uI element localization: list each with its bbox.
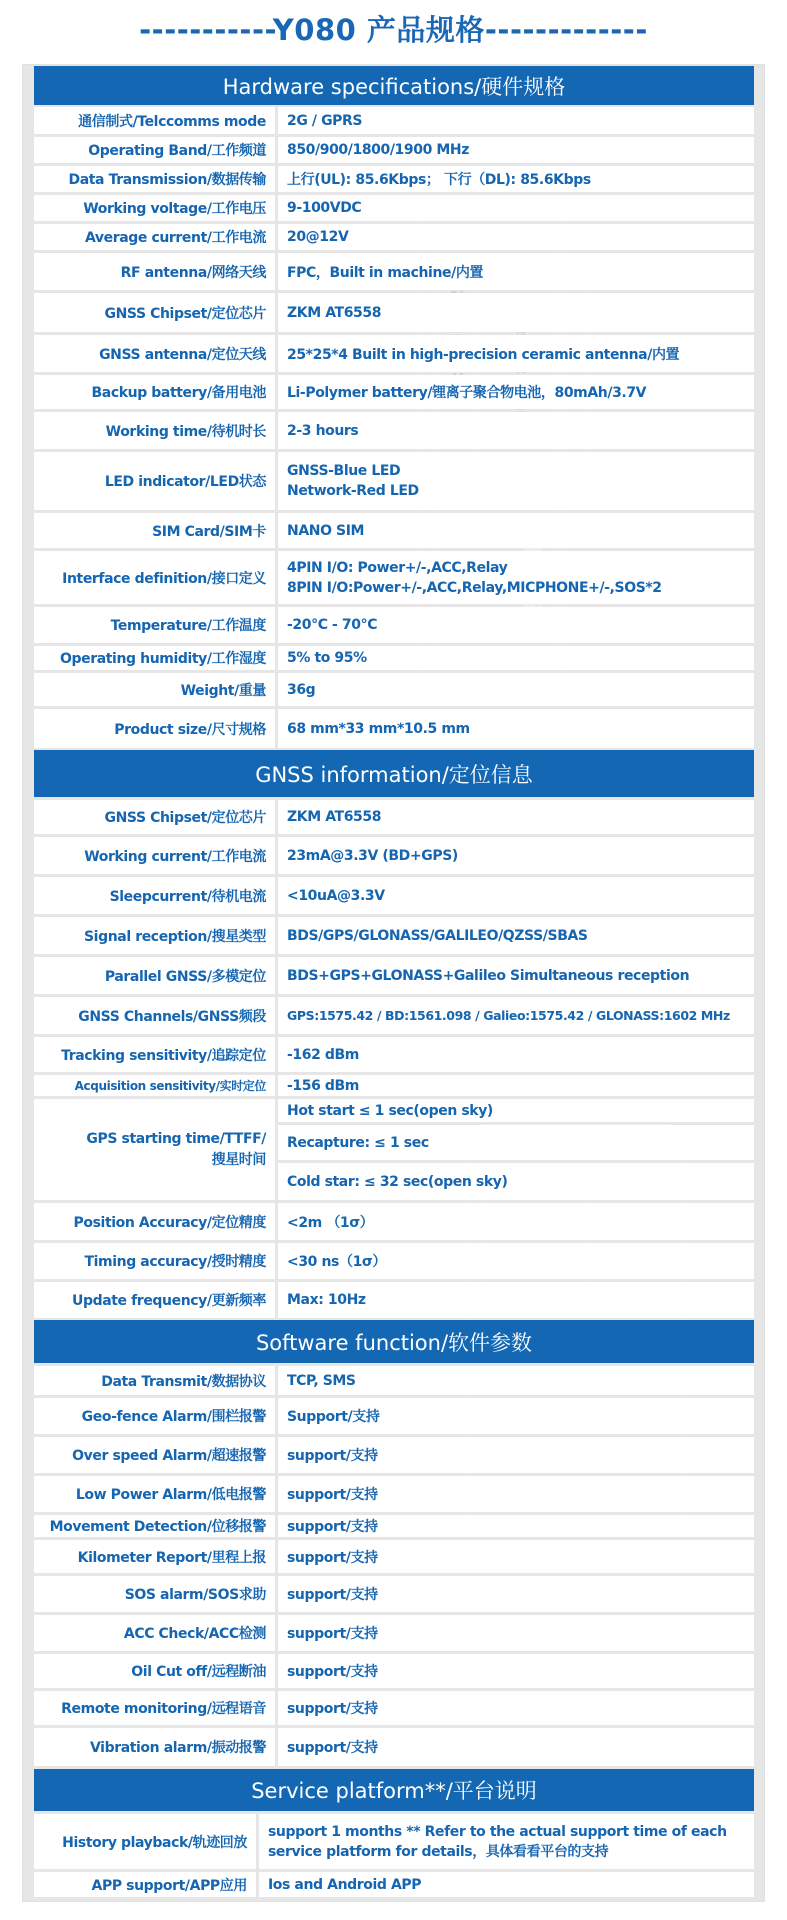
table-row xyxy=(34,513,754,548)
table-row xyxy=(34,293,754,332)
spec-label: Timing accuracy/授时精度 xyxy=(34,1243,275,1279)
spec-label: Vibration alarm/振动报警 xyxy=(34,1728,275,1766)
table-row xyxy=(34,412,754,449)
spec-value: NANO SIM xyxy=(278,513,754,548)
section-header-service: Service platform**/平台说明 xyxy=(34,1769,754,1811)
spec-value: 36g xyxy=(278,673,754,706)
spec-label: LED indicator/LED状态 xyxy=(34,452,275,510)
spec-label: Over speed Alarm/超速报警 xyxy=(34,1437,275,1473)
spec-value: <10uA@3.3V xyxy=(278,877,754,914)
spec-value xyxy=(259,1814,754,1869)
spec-value: -156 dBm xyxy=(278,1075,754,1096)
table-row xyxy=(34,957,754,994)
spec-value: support/支持 xyxy=(278,1691,754,1725)
table-row xyxy=(34,1037,754,1072)
spec-value: <2m （1σ） xyxy=(278,1203,754,1240)
spec-label: RF antenna/网络天线 xyxy=(34,253,275,290)
spec-value: 25*25*4 Built in high-precision ceramic antenna/内置 xyxy=(278,335,754,372)
table-row xyxy=(34,1203,754,1240)
spec-value: support/支持 xyxy=(278,1728,754,1766)
spec-value: <30 ns（1σ） xyxy=(278,1243,754,1279)
spec-label: GNSS Chipset/定位芯片 xyxy=(34,293,275,332)
spec-label: Low Power Alarm/低电报警 xyxy=(34,1476,275,1512)
spec-label: Geo-fence Alarm/围栏报警 xyxy=(34,1398,275,1434)
spec-label: Operating humidity/工作湿度 xyxy=(34,646,275,670)
spec-value: ZKM AT6558 xyxy=(278,293,754,332)
spec-value: -20°C - 70°C xyxy=(278,607,754,643)
table-row xyxy=(34,375,754,409)
table-row xyxy=(34,607,754,643)
spec-label: Parallel GNSS/多模定位 xyxy=(34,957,275,994)
table-row xyxy=(34,1476,754,1512)
spec-value-line: service platform for details，具体看看平台的支持 xyxy=(268,1843,609,1860)
spec-label-line: GPS starting time/TTFF/ xyxy=(86,1130,266,1147)
spec-value: support/支持 xyxy=(278,1437,754,1473)
spec-label: SOS alarm/SOS求助 xyxy=(34,1576,275,1612)
spec-label: Working current/工作电流 xyxy=(34,837,275,874)
spec-label: Acquisition sensitivity/实时定位 xyxy=(34,1075,275,1096)
spec-value: 2G / GPRS xyxy=(278,107,754,134)
spec-value: support/支持 xyxy=(278,1576,754,1612)
spec-label: Update frequency/更新频率 xyxy=(34,1282,275,1318)
table-row xyxy=(34,107,754,134)
table-row xyxy=(34,1366,754,1395)
table-row xyxy=(34,1728,754,1766)
table-row xyxy=(34,997,754,1034)
spec-label: Operating Band/工作频道 xyxy=(34,137,275,163)
table-row xyxy=(34,1243,754,1279)
spec-value: ZKM AT6558 xyxy=(278,800,754,834)
spec-label xyxy=(34,1099,275,1200)
spec-label: Position Accuracy/定位精度 xyxy=(34,1203,275,1240)
spec-value: support/支持 xyxy=(278,1515,754,1537)
spec-value: Support/支持 xyxy=(278,1398,754,1434)
spec-label: Data Transmit/数据协议 xyxy=(34,1366,275,1395)
spec-label: Oil Cut off/远程断油 xyxy=(34,1654,275,1688)
spec-value: 20@12V xyxy=(278,224,754,250)
spec-label: History playback/轨迹回放 xyxy=(34,1814,256,1869)
spec-value-line: GNSS-Blue LED xyxy=(287,463,401,479)
table-row xyxy=(34,1515,754,1537)
spec-value: BDS/GPS/GLONASS/GALILEO/QZSS/SBAS xyxy=(278,917,754,954)
spec-label-line: 搜星时间 xyxy=(211,1151,266,1168)
spec-label: Weight/重量 xyxy=(34,673,275,706)
spec-label: ACC Check/ACC检测 xyxy=(34,1615,275,1651)
table-row xyxy=(34,709,754,748)
spec-label: APP support/APP应用 xyxy=(34,1872,256,1897)
spec-value: Ios and Android APP xyxy=(259,1872,754,1897)
spec-label: GNSS Channels/GNSS频段 xyxy=(34,997,275,1034)
spec-value: GPS:1575.42 / BD:1561.098 / Galieo:1575.42 / GLONASS:1602 MHz xyxy=(278,997,754,1034)
spec-value: support/支持 xyxy=(278,1654,754,1688)
spec-label: Remote monitoring/远程语音 xyxy=(34,1691,275,1725)
spec-label: Data Transmission/数据传输 xyxy=(34,166,275,192)
spec-value: Li-Polymer battery/锂离子聚合物电池，80mAh/3.7V xyxy=(278,375,754,409)
spec-label: Kilometer Report/里程上报 xyxy=(34,1540,275,1573)
spec-value: Cold star: ≤ 32 sec(open sky) xyxy=(278,1163,754,1200)
spec-value: 850/900/1800/1900 MHz xyxy=(278,137,754,163)
section-header-hardware: Hardware specifications/硬件规格 xyxy=(34,66,754,105)
page-title: -----------Y080 产品规格------------- xyxy=(139,13,648,47)
spec-value: support/支持 xyxy=(278,1476,754,1512)
spec-value: TCP, SMS xyxy=(278,1366,754,1395)
table-row xyxy=(34,1872,754,1897)
table-row xyxy=(34,1282,754,1318)
spec-label: Working voltage/工作电压 xyxy=(34,195,275,221)
spec-value xyxy=(278,452,754,510)
table-row xyxy=(34,1615,754,1651)
spec-label: Sleepcurrent/待机电流 xyxy=(34,877,275,914)
spec-label: Signal reception/搜星类型 xyxy=(34,917,275,954)
spec-label: 通信制式/Telccomms mode xyxy=(34,107,275,134)
table-row xyxy=(34,195,754,221)
spec-value: 68 mm*33 mm*10.5 mm xyxy=(278,709,754,748)
table-row xyxy=(34,224,754,250)
table-row xyxy=(34,1576,754,1612)
section-header-gnss: GNSS information/定位信息 xyxy=(34,750,754,797)
table-row xyxy=(34,673,754,706)
spec-value-line: 4PIN I/O: Power+/-,ACC,Relay xyxy=(287,559,508,576)
spec-value: Hot start ≤ 1 sec(open sky) xyxy=(278,1099,754,1122)
table-row xyxy=(34,452,754,510)
table-row xyxy=(34,1654,754,1688)
table-row xyxy=(34,253,754,290)
spec-label: GNSS antenna/定位天线 xyxy=(34,335,275,372)
spec-label: Product size/尺寸规格 xyxy=(34,709,275,748)
spec-label: SIM Card/SIM卡 xyxy=(34,513,275,548)
spec-label: Working time/待机时长 xyxy=(34,412,275,449)
spec-value-line: Network-Red LED xyxy=(287,483,419,499)
section-header-software: Software function/软件参数 xyxy=(34,1320,754,1363)
table-row xyxy=(34,137,754,163)
spec-value: -162 dBm xyxy=(278,1037,754,1072)
table-row xyxy=(34,1075,754,1096)
spec-value: support/支持 xyxy=(278,1540,754,1573)
spec-label: Movement Detection/位移报警 xyxy=(34,1515,275,1537)
spec-label: Temperature/工作温度 xyxy=(34,607,275,643)
table-row xyxy=(34,1437,754,1473)
table-row xyxy=(34,1691,754,1725)
spec-value: 上行(UL): 85.6Kbps； 下行（DL): 85.6Kbps xyxy=(278,166,754,192)
table-row xyxy=(34,1814,754,1869)
spec-value: Max: 10Hz xyxy=(278,1282,754,1318)
spec-value-line: support 1 months ** Refer to the actual support time of each xyxy=(268,1823,727,1840)
table-row xyxy=(34,917,754,954)
spec-value: 23mA@3.3V (BD+GPS) xyxy=(278,837,754,874)
spec-value: BDS+GPS+GLONASS+Galileo Simultaneous reception xyxy=(278,957,754,994)
ttff-values xyxy=(278,1099,754,1200)
spec-label: Interface definition/接口定义 xyxy=(34,551,275,604)
table-row xyxy=(34,551,754,604)
table-row xyxy=(34,335,754,372)
spec-value: FPC，Built in machine/内置 xyxy=(278,253,754,290)
spec-label: Average current/工作电流 xyxy=(34,224,275,250)
table-row xyxy=(34,877,754,914)
table-row xyxy=(34,1398,754,1434)
spec-value: Recapture: ≤ 1 sec xyxy=(278,1125,754,1160)
table-row xyxy=(34,646,754,670)
spec-value: 9-100VDC xyxy=(278,195,754,221)
table-row xyxy=(34,166,754,192)
spec-label: Tracking sensitivity/追踪定位 xyxy=(34,1037,275,1072)
spec-value: support/支持 xyxy=(278,1615,754,1651)
spec-value: 2-3 hours xyxy=(278,412,754,449)
table-row xyxy=(34,800,754,834)
spec-label: GNSS Chipset/定位芯片 xyxy=(34,800,275,834)
spec-value: 5% to 95% xyxy=(278,646,754,670)
spec-label: Backup battery/备用电池 xyxy=(34,375,275,409)
table-row xyxy=(34,837,754,874)
spec-value-line: 8PIN I/O:Power+/-,ACC,Relay,MICPHONE+/-,SOS*2 xyxy=(287,579,662,596)
spec-value xyxy=(278,551,754,604)
table-row-ttff xyxy=(34,1099,754,1200)
table-row xyxy=(34,1540,754,1573)
